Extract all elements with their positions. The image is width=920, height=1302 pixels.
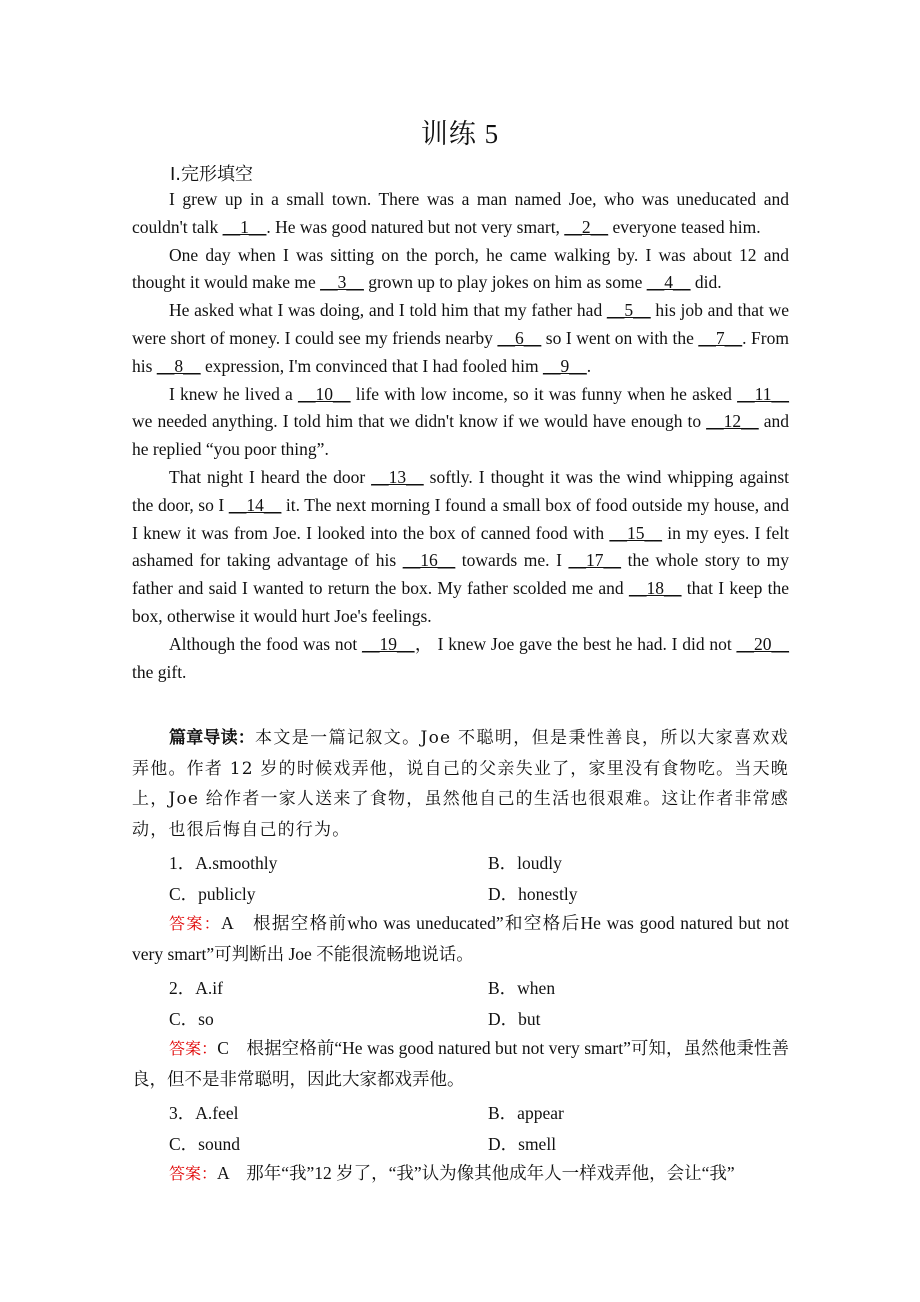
answer-text: A 根据空格前who was uneducated”和空格后He was good natured but not very smart”可判断出 Joe 不能很流畅地说话。: [132, 913, 789, 964]
option-d: D．but: [488, 1009, 541, 1029]
paragraph-5: That night I heard the door __13__ softly. I thought it was the wind whipping against the door, so I __14__ it. The next morning I found a small box of food outside my house, and I knew it was from Joe. I looked into the box of canned food with __15__ in my eyes. I felt ashamed for taking advantage of his __16__ towards me. I __17__ the whole story to my father and said I wanted to return the box. My father scolded me and __18__ that I keep the box, otherwise it would hurt Joe's feelings.: [132, 466, 789, 626]
answer-text: A 那年“我”12 岁了，“我”认为像其他成年人一样戏弄他，会让“我”: [217, 1163, 735, 1183]
section-heading: Ⅰ.完形填空: [170, 164, 254, 185]
page-title: 训练 5: [420, 119, 500, 149]
option-c: C．so: [169, 1009, 214, 1029]
blank-19: __19__: [362, 633, 415, 654]
paragraph-3: He asked what I was doing, and I told him that my father had __5__ his job and that we were short of money. I could see my friends nearby __6__ so I went on with the __7__. From his __8__ expression, I'm convinced that I had fooled him __9__.: [132, 300, 789, 376]
paragraph-6: Although the food was not __19__， I knew Joe gave the best he had. I did not __20__ the gift.: [132, 633, 789, 682]
cloze-passage: [132, 186, 789, 686]
blank-20: __20__: [736, 633, 789, 654]
blank-11: __11__: [737, 383, 789, 404]
guide-text: 本文是一篇记叙文。Joe 不聪明，但是秉性善良，所以大家喜欢戏弄他。作者 12 岁的时候戏弄他，说自己的父亲失业了，家里没有食物吃。当天晚上，Joe 给作者一家人送来了食物，虽然他自己的生活也很艰难。这让作者非常感动，也很后悔自己的行为。: [132, 728, 789, 840]
option-b: B．when: [488, 978, 556, 998]
question-3-options-row-1: [169, 1100, 789, 1130]
option-a: 3．A.feel: [169, 1103, 239, 1123]
option-c: C．publicly: [169, 884, 256, 904]
option-b: B．loudly: [488, 853, 562, 873]
option-d: D．honestly: [488, 884, 578, 904]
blank-7: __7__: [698, 327, 743, 348]
paragraph-1: I grew up in a small town. There was a man named Joe, who was uneducated and couldn't talk __1__. He was good natured but not very smart, __2__ everyone teased him.: [132, 189, 789, 237]
blank-13: __13__: [371, 466, 424, 487]
blank-8: __8__: [156, 355, 201, 376]
passage-guide: [132, 723, 789, 845]
question-1-options-row-1: [169, 850, 789, 880]
blank-1: __1__: [222, 216, 267, 237]
option-c: C．sound: [169, 1134, 240, 1154]
blank-17: __17__: [568, 550, 622, 571]
option-d: D．smell: [488, 1134, 557, 1154]
question-1-answer: [132, 908, 789, 970]
answer-text: C 根据空格前“He was good natured but not very smart”可知，虽然他秉性善良，但不是非常聪明，因此大家都戏弄他。: [132, 1038, 789, 1089]
blank-3: __3__: [320, 272, 364, 293]
paragraph-4: I knew he lived a __10__ life with low income, so it was funny when he asked __11__ we needed anything. I told him that we didn't know if we would have enough to __12__ and he replied “you poor thing”.: [132, 383, 789, 460]
blank-2: __2__: [564, 216, 609, 237]
blank-5: __5__: [606, 300, 651, 321]
blank-16: __16__: [402, 550, 456, 571]
guide-label: 篇章导读：: [169, 728, 255, 748]
blank-12: __12__: [706, 411, 759, 432]
question-2-options-row-1: [169, 975, 789, 1005]
blank-14: __14__: [228, 494, 282, 515]
blank-9: __9__: [542, 355, 587, 376]
blank-10: __10__: [298, 383, 351, 404]
option-a: 2．A.if: [169, 978, 223, 998]
blank-15: __15__: [609, 522, 662, 543]
question-1-options-row-2: [169, 881, 789, 911]
blank-18: __18__: [628, 578, 682, 599]
option-b: B．appear: [488, 1103, 564, 1123]
answer-label: 答案：: [169, 1164, 218, 1183]
question-3-answer: [132, 1158, 789, 1189]
answer-label: 答案：: [169, 914, 222, 933]
blank-4: __4__: [646, 272, 691, 293]
blank-6: __6__: [497, 327, 542, 348]
paragraph-2: One day when I was sitting on the porch, he came walking by. I was about 12 and thought it would make me __3__ grown up to play jokes on him as some __4__ did.: [132, 244, 789, 293]
question-2-answer: [132, 1033, 789, 1095]
answer-label: 答案：: [169, 1039, 218, 1058]
question-2-options-row-2: [169, 1006, 789, 1036]
option-a: 1．A.smoothly: [169, 853, 278, 873]
question-3-options-row-2: [169, 1131, 789, 1161]
